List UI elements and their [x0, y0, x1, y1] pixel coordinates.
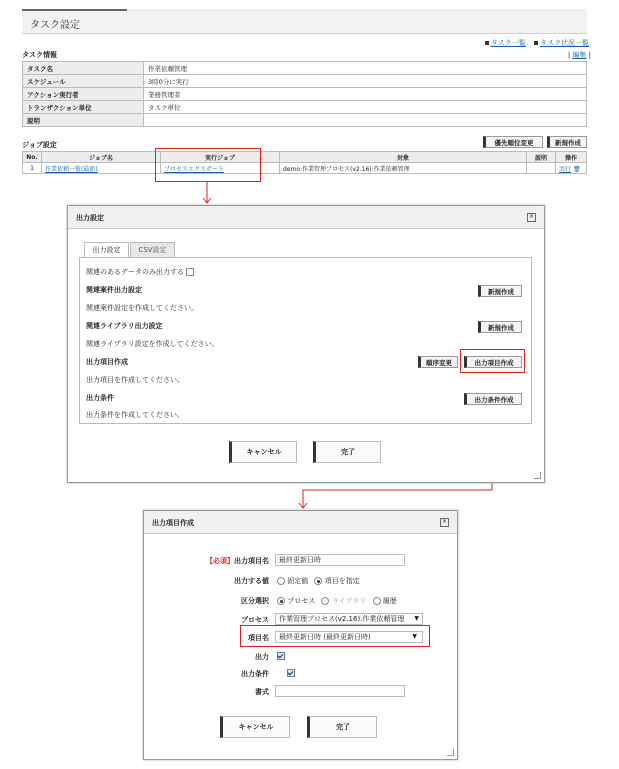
row-value: 作業依頼管理	[144, 62, 587, 75]
section-title: 出力条件	[86, 394, 114, 402]
chevron-down-icon: ▼	[412, 633, 417, 640]
tab-output-settings[interactable]: 出力設定	[84, 242, 129, 257]
highlight-create-item	[460, 349, 525, 373]
item-name-label: 【必須】出力項目名	[206, 557, 269, 565]
section-title: 関連ライブラリ出力設定	[86, 322, 163, 330]
job-settings-title: ジョブ設定	[22, 141, 57, 149]
related-only-row	[86, 267, 194, 277]
job-no: 1	[23, 163, 42, 174]
task-info-title: タスク情報	[22, 51, 57, 59]
radio-label: プロセス	[287, 597, 316, 605]
output-item-dialog	[143, 510, 458, 760]
dialog-title: 出力設定	[76, 214, 104, 222]
row-label: トランザクション単位	[23, 101, 144, 114]
dialog-header	[144, 511, 457, 534]
resize-handle[interactable]	[447, 749, 454, 756]
section-title: 関連案件出力設定	[86, 286, 142, 294]
radio-label: 固定値	[287, 577, 309, 585]
row-label: アクション実行者	[23, 88, 144, 101]
item-name-input[interactable]: 最終更新日時	[275, 554, 405, 566]
field-name-label: 項目名	[248, 634, 269, 642]
radio-field[interactable]	[314, 577, 322, 585]
output-settings-dialog	[67, 205, 545, 483]
col-header: 実行ジョブ	[161, 152, 280, 163]
col-header: 対象	[280, 152, 527, 163]
cancel-button[interactable]: キャンセル	[229, 441, 297, 463]
section-message: 関連案件設定を作成してください。	[86, 304, 198, 312]
field-name-value: 最終更新日時 (最終更新日時)	[279, 633, 371, 641]
output-value-radios	[277, 576, 360, 586]
done-button[interactable]: 完了	[307, 716, 377, 738]
page-title: タスク設定	[30, 20, 80, 31]
row-value: 3時0分に実行	[144, 75, 587, 88]
col-header: 説明	[527, 152, 556, 163]
job-target: demo:作業管理プロセス(v2.16):作業依頼管理	[280, 163, 527, 174]
radio-label: 項目を指定	[324, 577, 360, 585]
process-label: プロセス	[241, 616, 269, 624]
tab-csv-settings[interactable]: CSV設定	[130, 242, 175, 257]
resize-handle[interactable]	[534, 472, 541, 479]
col-header: ジョブ名	[42, 152, 161, 163]
radio-library[interactable]	[321, 597, 329, 605]
create-output-condition-button[interactable]: 出力条件作成	[464, 393, 522, 405]
row-label: 説明	[23, 114, 144, 127]
output-checkbox[interactable]	[277, 652, 285, 660]
row-value: タスク単位	[144, 101, 587, 114]
cancel-button[interactable]: キャンセル	[220, 716, 290, 738]
radio-history[interactable]	[373, 597, 381, 605]
create-output-item-button[interactable]: 出力項目作成	[464, 356, 522, 368]
section-message: 関連ライブラリ設定を作成してください。	[86, 340, 219, 348]
dialog-title: 出力項目作成	[152, 519, 194, 527]
task-status-list-link[interactable]: タスク状況一覧	[540, 39, 589, 47]
priority-change-button[interactable]: 優先順位変更	[483, 136, 543, 148]
done-button[interactable]: 完了	[313, 441, 381, 463]
edit-link[interactable]: 編集	[572, 51, 587, 59]
section-title: 出力項目作成	[86, 358, 128, 366]
section-message: 出力項目を作成してください。	[86, 376, 184, 384]
close-icon[interactable]: ×	[441, 518, 448, 525]
task-list-link[interactable]: タスク一覧	[490, 39, 526, 47]
run-link[interactable]: 実行	[559, 165, 572, 173]
output-value-label: 出力する値	[234, 577, 269, 585]
new-related-library-button[interactable]: 新規作成	[478, 321, 522, 333]
row-value: 業務管理者	[144, 88, 587, 101]
radio-process[interactable]	[277, 597, 285, 605]
order-change-button[interactable]: 順序変更	[418, 356, 458, 368]
chevron-down-icon: ▼	[414, 615, 419, 622]
highlight-field-name	[240, 625, 430, 647]
condition-checkbox[interactable]	[287, 669, 295, 677]
new-related-case-button[interactable]: 新規作成	[478, 285, 522, 297]
radio-label: ライブラリ	[331, 597, 367, 605]
category-label: 区分選択	[241, 597, 269, 605]
close-icon[interactable]: ×	[528, 213, 535, 220]
output-label: 出力	[255, 653, 269, 661]
col-header: No.	[23, 152, 42, 163]
related-only-checkbox[interactable]	[186, 268, 194, 276]
related-only-label: 関連のあるデータのみ出力する	[86, 268, 184, 276]
dialog-header	[68, 206, 544, 229]
condition-label: 出力条件	[241, 670, 269, 678]
process-value: 作業管理プロセス(v2.16).作業依頼管理	[279, 615, 405, 623]
col-header: 操作	[556, 152, 587, 163]
row-label: スケジュール	[23, 75, 144, 88]
trash-icon[interactable]: 🗑︎	[572, 165, 581, 173]
format-label: 書式	[255, 688, 269, 696]
exec-job-link[interactable]: プロセスエクスポート	[164, 165, 224, 173]
format-input[interactable]	[275, 685, 405, 697]
new-job-button[interactable]: 新規作成	[547, 136, 587, 148]
category-radios	[277, 596, 397, 606]
radio-label: 履歴	[382, 597, 397, 605]
job-name-link[interactable]: 作業依頼一覧(最新)	[45, 165, 98, 173]
section-message: 出力条件を作成してください。	[86, 411, 184, 419]
row-label: タスク名	[23, 62, 144, 75]
radio-fixed[interactable]	[277, 577, 285, 585]
output-settings-panel	[79, 257, 532, 424]
edit-link-wrap: | 編集 |	[567, 51, 591, 59]
process-select[interactable]	[275, 613, 423, 625]
